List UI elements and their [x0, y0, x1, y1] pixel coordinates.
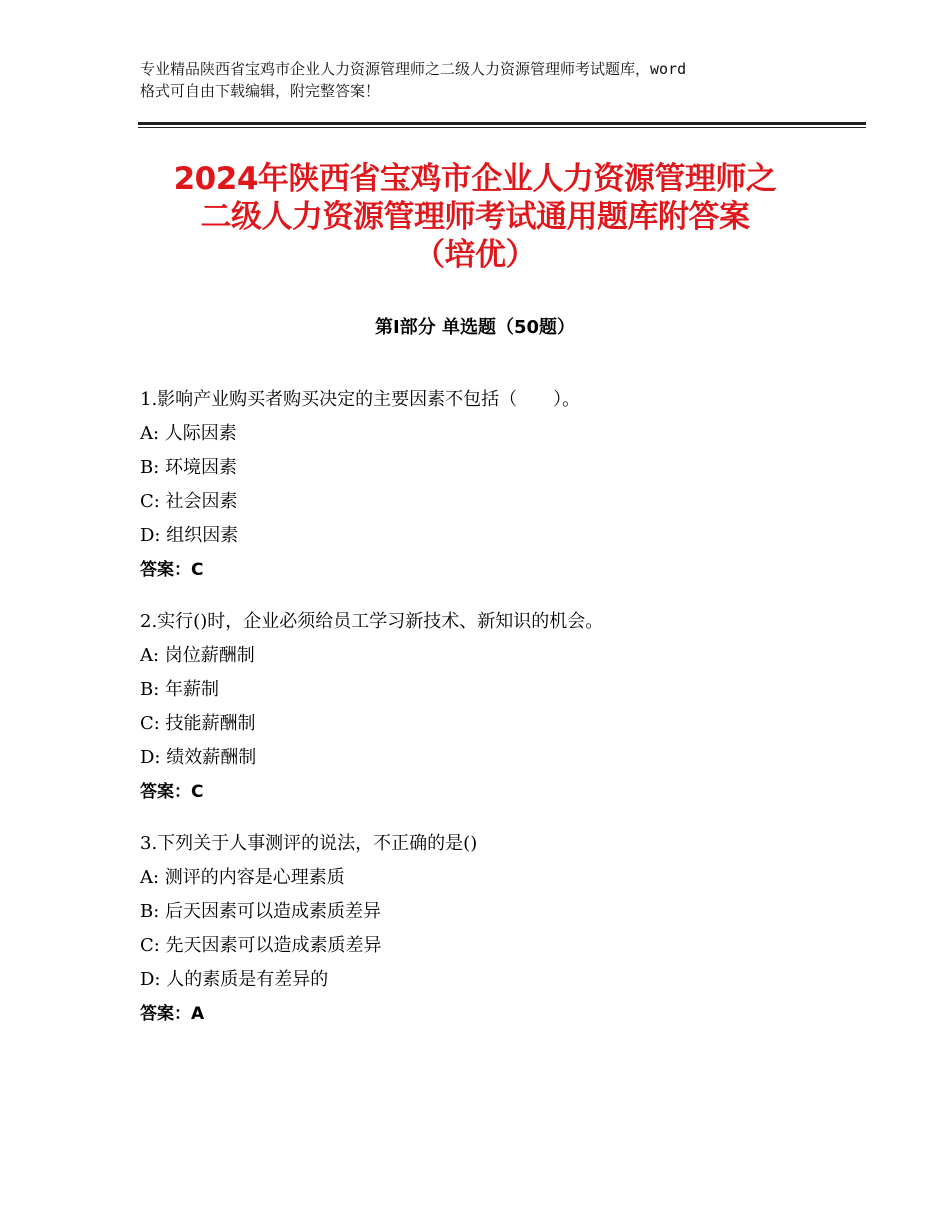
option-d: D: 绩效薪酬制 — [140, 747, 257, 768]
question-stem: 3.下列关于人事测评的说法，不正确的是() — [140, 833, 478, 854]
header-note-line-2: 格式可自由下载编辑，附完整答案！ — [140, 82, 381, 100]
document-title-line-2: 二级人力资源管理师考试通用题库附答案 — [200, 199, 750, 235]
question-stem: 1.影响产业购买者购买决定的主要因素不包括（ ）。 — [140, 389, 581, 410]
question-1 — [140, 383, 840, 587]
option-d: D: 组织因素 — [140, 525, 239, 546]
option-a: A: 人际因素 — [140, 423, 237, 444]
answer-key: 答案：C — [140, 782, 204, 802]
answer-key: 答案：A — [140, 1004, 205, 1024]
question-stem: 2.实行()时，企业必须给员工学习新技术、新知识的机会。 — [140, 611, 604, 632]
question-2 — [140, 605, 840, 809]
option-b: B: 环境因素 — [140, 457, 238, 478]
answer-key: 答案：C — [140, 560, 204, 580]
option-d: D: 人的素质是有差异的 — [140, 969, 329, 990]
document-title-line-3: （培优） — [414, 237, 536, 273]
option-b: B: 年薪制 — [140, 679, 220, 700]
option-b: B: 后天因素可以造成素质差异 — [140, 901, 382, 922]
document-title — [120, 160, 830, 274]
header-note — [140, 58, 830, 102]
section-title: 第Ⅰ部分 单选题（50题） — [374, 317, 575, 338]
option-c: C: 技能薪酬制 — [140, 713, 256, 734]
question-list — [140, 383, 840, 1049]
header-note-line-1: 专业精品陕西省宝鸡市企业人力资源管理师之二级人力资源管理师考试题库，word — [140, 60, 687, 78]
option-a: A: 测评的内容是心理素质 — [140, 867, 345, 888]
option-c: C: 先天因素可以造成素质差异 — [140, 935, 382, 956]
option-c: C: 社会因素 — [140, 491, 238, 512]
question-3 — [140, 827, 840, 1031]
header-divider-thin — [138, 127, 866, 128]
option-a: A: 岗位薪酬制 — [140, 645, 255, 666]
document-title-line-1: 2024年陕西省宝鸡市企业人力资源管理师之 — [173, 161, 777, 197]
header-divider-thick — [138, 122, 866, 125]
